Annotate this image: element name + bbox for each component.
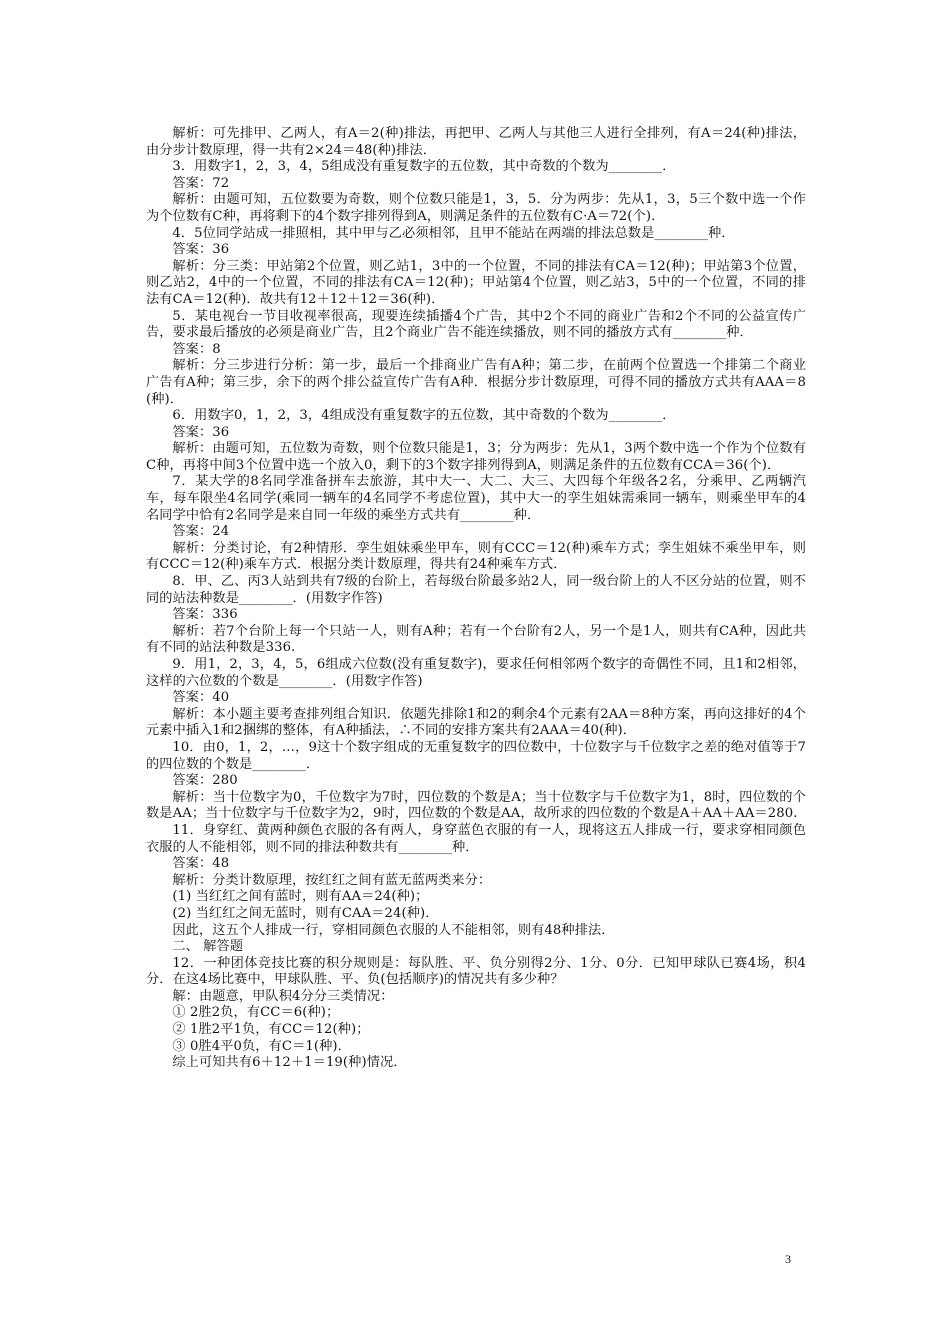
paragraph: 答案：24 bbox=[172, 524, 230, 540]
paragraph: 3．用数字1，2，3，4，5组成没有重复数字的五位数，其中奇数的个数为________． bbox=[172, 159, 676, 175]
page-number: 3 bbox=[785, 1252, 791, 1266]
paragraph: 5．某电视台一节目收视率很高，现要连续插播4个广告，其中2个不同的商业广告和2个不同的公益宣传广告，要求最后播放的必须是商业广告，且2个商业广告不能连续播放，则不同的播放方式有________种． bbox=[146, 308, 806, 341]
paragraph: 解析：可先排甲、乙两人，有A＝2(种)排法，再把甲、乙两人与其他三人进行全排列，有A＝24(种)排法，由分步计数原理，得一共有2×24＝48(种)排法． bbox=[146, 126, 806, 158]
paragraph: 解析：由题可知，五位数要为奇数，则个位数只能是1，3，5．分为两步：先从1，3，5三个数中选一个作为个位数有C种，再将剩下的4个数字排列得到A，则满足条件的五位数有C·A＝72(个)． bbox=[146, 192, 806, 224]
paragraph: 答案：280 bbox=[172, 773, 238, 789]
paragraph: 答案：36 bbox=[172, 242, 230, 258]
paragraph: 答案：48 bbox=[172, 856, 230, 872]
paragraph: 解析：当十位数字为0，千位数字为7时，四位数的个数是A；当十位数字与千位数字为1，8时，四位数的个数是AA；当十位数字与千位数字为2，9时，四位数的个数是AA，故所求的四位数的个数是A＋AA＋AA＝280. bbox=[146, 789, 806, 822]
paragraph: 答案：336 bbox=[172, 607, 238, 623]
paragraph: 解析：若7个台阶上每一个只站一人，则有A种；若有一个台阶有2人，另一个是1人，则共有CA种，因此共有不同的站法种数是336. bbox=[146, 623, 806, 656]
paragraph: 6．用数字0，1，2，3，4组成没有重复数字的五位数，其中奇数的个数为________． bbox=[172, 408, 676, 424]
paragraph: (2) 当红红之间无蓝时，则有CAA＝24(种)． bbox=[172, 905, 439, 921]
paragraph: 答案：36 bbox=[172, 424, 230, 440]
paragraph: 4．5位同学站成一排照相，其中甲与乙必须相邻，且甲不能站在两端的排法总数是________种． bbox=[172, 225, 735, 241]
paragraph: 解析：分类讨论，有2种情形．孪生姐妹乘坐甲车，则有CCC＝12(种)乘车方式；孪生姐妹不乘坐甲车，则有CCC＝12(种)乘车方式．根据分类计数原理，得共有24种乘车方式． bbox=[146, 540, 806, 573]
paragraph: 答案：8 bbox=[172, 341, 221, 357]
document-body bbox=[146, 126, 806, 1072]
paragraph: ① 2胜2负，有CC＝6(种)； bbox=[172, 1005, 340, 1021]
paragraph: 解析：分三步进行分析：第一步，最后一个排商业广告有A种；第二步，在前两个位置选一个排第二个商业广告有A种；第三步，余下的两个排公益宣传广告有A种．根据分步计数原理，可得不同的播放方式共有AAA＝8(种)． bbox=[146, 358, 806, 407]
paragraph: 解：由题意，甲队积4分分三类情况： bbox=[172, 988, 394, 1004]
paragraph: 11．身穿红、黄两种颜色衣服的各有两人，身穿蓝色衣服的有一人，现将这五人排成一行，要求穿相同颜色衣服的人不能相邻，则不同的排法种数共有________种． bbox=[146, 822, 806, 855]
paragraph: 解析：分三类：甲站第2个位置，则乙站1，3中的一个位置，不同的排法有CA＝12(种)；甲站第3个位置，则乙站2，4中的一个位置，不同的排法有CA＝12(种)；甲站第4个位置，则乙站3，5中的一个位置，不同的排法有CA＝12(种)．故共有12＋12＋12＝36(种)． bbox=[146, 258, 806, 307]
section-heading: 因此，这五个人排成一行，穿相同颜色衣服的人不能相邻，则有48种排法． bbox=[172, 922, 615, 938]
paragraph: 解析：分类计数原理，按红红之间有蓝无蓝两类来分： bbox=[172, 872, 492, 888]
paragraph: ③ 0胜4平0负，有C＝1(种)． bbox=[172, 1038, 351, 1054]
paragraph: 12．一种团体竞技比赛的积分规则是：每队胜、平、负分别得2分、1分、0分．已知甲球队已赛4场，积4分．在这4场比赛中，甲球队胜、平、负(包括顺序)的情况共有多少种？ bbox=[146, 955, 806, 988]
paragraph: 解析：由题可知，五位数为奇数，则个位数只能是1，3；分为两步：先从1，3两个数中选一个作为个位数有C种，再将中间3个位置中选一个放入0，剩下的3个数字排列得到A，则满足条件的五位数有CCA＝36(个)． bbox=[146, 441, 806, 473]
paragraph: ② 1胜2平1负，有CC＝12(种)； bbox=[172, 1022, 370, 1038]
paragraph: 解析：本小题主要考查排列组合知识．依题先排除1和2的剩余4个元素有2AA＝8种方案，再向这排好的4个元素中插入1和2捆绑的整体，有A种插法，∴不同的安排方案共有2AAA＝40(种)． bbox=[146, 706, 806, 739]
paragraph: (1) 当红红之间有蓝时，则有AA＝24(种)； bbox=[172, 889, 429, 905]
paragraph: 二、 解答题 bbox=[172, 939, 244, 955]
paragraph: 9．用1，2，3，4，5，6组成六位数(没有重复数字)，要求任何相邻两个数字的奇偶性不同，且1和2相邻，这样的六位数的个数是________．(用数字作答) bbox=[146, 657, 806, 689]
paragraph: 综上可知共有6＋12＋1＝19(种)情况． bbox=[172, 1055, 407, 1071]
paragraph: 答案：72 bbox=[172, 175, 230, 191]
paragraph: 8．甲、乙、丙3人站到共有7级的台阶上，若每级台阶最多站2人，同一级台阶上的人不区分站的位置，则不同的站法种数是________．(用数字作答) bbox=[146, 574, 806, 606]
paragraph: 7．某大学的8名同学准备拼车去旅游，其中大一、大二、大三、大四每个年级各2名，分乘甲、乙两辆汽车，每车限坐4名同学(乘同一辆车的4名同学不考虑位置)，其中大一的孪生姐妹需乘同一辆车，则乘坐甲车的4名同学中恰有2名同学是来自同一年级的乘坐方式共有________种． bbox=[146, 474, 806, 523]
paragraph: 答案：40 bbox=[172, 690, 230, 706]
paragraph: 10．由0，1，2，…，9这十个数字组成的无重复数字的四位数中，十位数字与千位数字之差的绝对值等于7的四位数的个数是________． bbox=[146, 739, 806, 772]
